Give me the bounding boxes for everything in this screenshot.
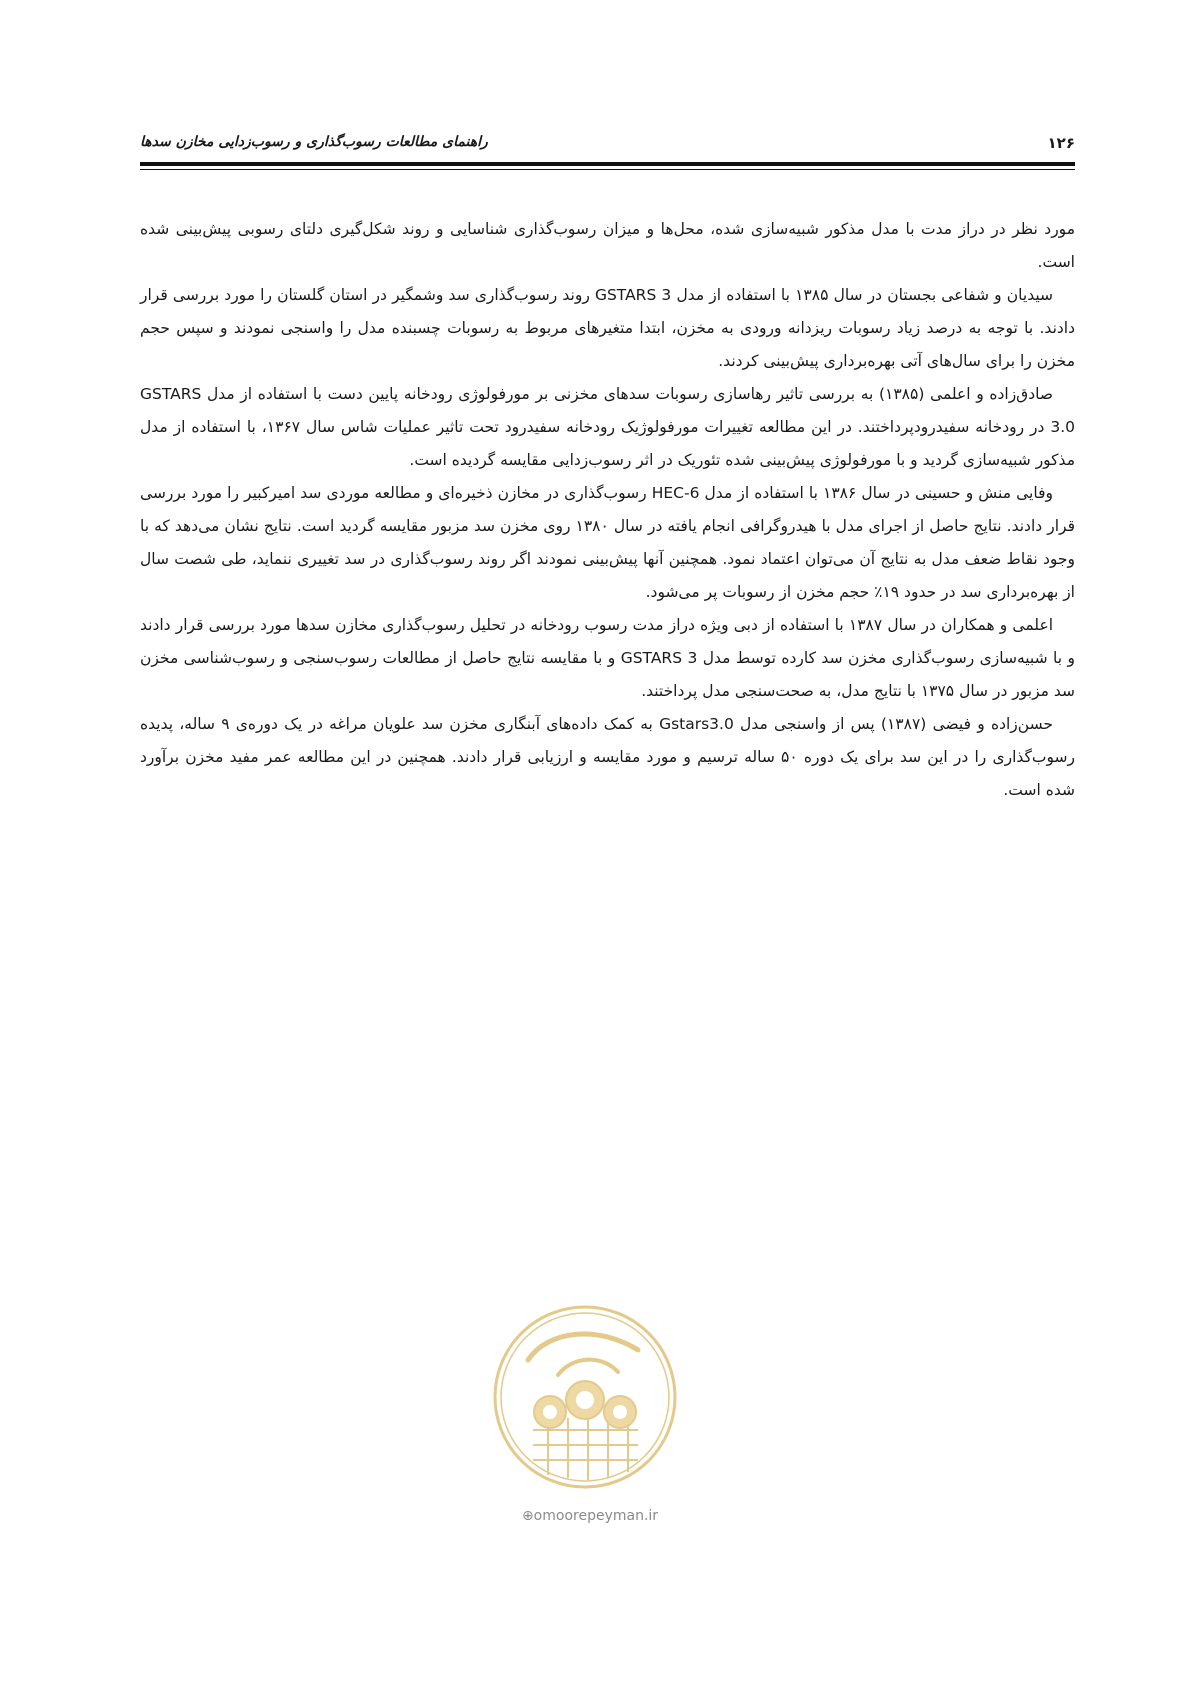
paragraph-continuation: مورد نظر در دراز مدت با مدل مذکور شبیه‌سازی شده، محل‌ها و میزان رسوب‌گذاری شناسایی و روند شکل‌گیری دلتای رسوبی پیش‌بینی شده است. <box>140 220 1075 271</box>
page-header <box>140 124 1075 164</box>
website-label: omoorepeyman.ir <box>533 1508 659 1524</box>
paragraph-aalami: اعلمی و همکاران در سال ۱۳۸۷ با استفاده از دبی ویژه دراز مدت رسوب رودخانه در تحلیل رسوب‌گذاری مخازن سدها مورد بررسی قرار دادند و با شبیه‌سازی رسوب‌گذاری مخزن سد کارده توسط مدل GSTARS 3 و با مقایسه نتایج حاصل از مطالعات رسوب‌سنجی و رسوب‌شناسی مخزن سد مزبور در سال ۱۳۷۵ با نتایج مدل، به صحت‌سنجی مدل پرداختند. <box>140 616 1075 700</box>
body-text <box>140 213 1075 807</box>
page-number: ۱۲۶ <box>1047 134 1075 152</box>
paragraph-sadeghzadeh: صادق‌زاده و اعلمی (۱۳۸۵) به بررسی تاثیر رهاسازی رسوبات سدهای مخزنی بر مورفولوژی رودخانه پایین دست با استفاده از مدل GSTARS 3.0 در رودخانه سفیدرودپرداختند. در این مطالعه تغییرات مورفولوژیک رودخانه سفیدرود تحت تاثیر عملیات شاس سال ۱۳۶۷، با استفاده از مدل مذکور شبیه‌سازی گردید و با مورفولوژی پیش‌بینی شده تئوریک در اثر رسوب‌زدایی مقایسه گردیده است. <box>140 385 1075 469</box>
paragraph-seyedian: سیدیان و شفاعی بجستان در سال ۱۳۸۵ با استفاده از مدل GSTARS 3 روند رسوب‌گذاری سد وشمگیر در استان گلستان را مورد بررسی قرار دادند. با توجه به درصد زیاد رسوبات ریزدانه ورودی به مخزن، ابتدا متغیرهای مربوط به رسوبات چسبنده مدل را واسنجی نمودند و سپس حجم مخزن را برای سال‌های آتی بهره‌برداری پیش‌بینی کردند. <box>140 286 1075 370</box>
watermark-logo <box>488 1300 682 1494</box>
globe-icon: ⊕ <box>521 1508 534 1524</box>
header-rule-thin <box>140 169 1075 170</box>
paragraph-hasanzadeh: حسن‌زاده و فیضی (۱۳۸۷) پس از واسنجی مدل Gstars3.0 به کمک داده‌های آبنگاری مخزن سد علویان مراغه در یک دوره‌ی ۹ ساله، پدیده رسوب‌گذاری را در این سد برای یک دوره ۵۰ ساله ترسیم و مورد مقایسه و ارزیابی قرار دادند. همچنین در این مطالعه عمر مفید مخزن برآورد شده است. <box>140 715 1075 799</box>
header-rule-thick <box>140 162 1075 166</box>
watermark-website <box>500 1508 680 1524</box>
running-title: راهنمای مطالعات رسوب‌گذاری و رسوب‌زدایی مخازن سدها <box>140 134 488 150</box>
logo-emblem-icon <box>488 1300 682 1494</box>
paragraph-vafaeimanesh: وفایی منش و حسینی در سال ۱۳۸۶ با استفاده از مدل HEC-6 رسوب‌گذاری در مخازن ذخیره‌ای و مطالعه موردی سد امیرکبیر را مورد بررسی قرار دادند. نتایج حاصل از اجرای مدل با هیدروگرافی انجام یافته در سال ۱۳۸۰ روی مخزن سد مزبور مقایسه گردید است. نتایج نشان می‌دهد که با وجود نقاط ضعف مدل به نتایج آن می‌توان اعتماد نمود. همچنین آنها پیش‌بینی نمودند اگر روند رسوب‌گذاری در سد تغییری ننماید، طی شصت سال از بهره‌برداری سد در حدود ۱۹٪ حجم مخزن از رسوبات پر می‌شود. <box>140 484 1075 601</box>
